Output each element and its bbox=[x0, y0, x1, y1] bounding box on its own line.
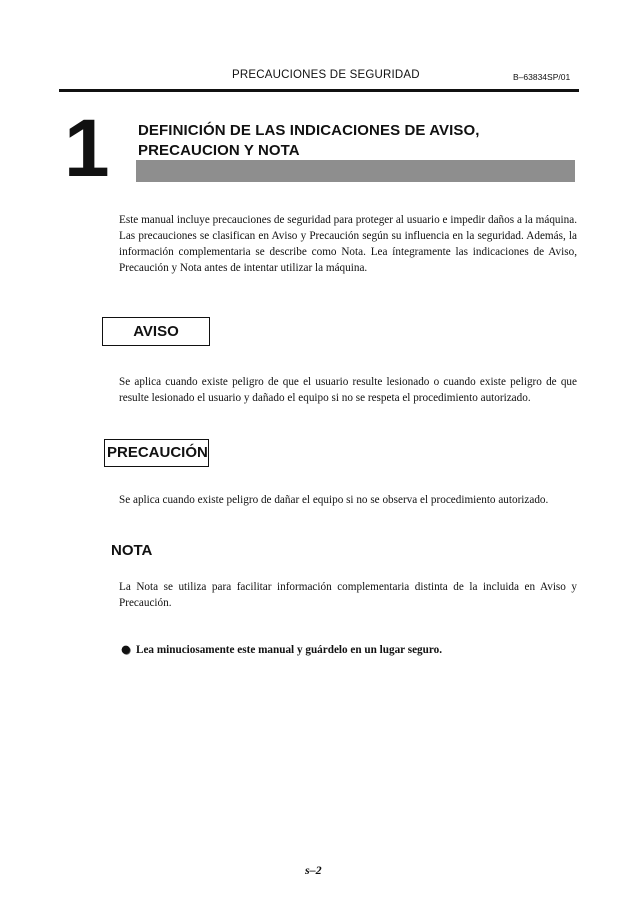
page-number: s–2 bbox=[305, 863, 322, 877]
aviso-label-box: AVISO bbox=[102, 317, 210, 346]
reminder-line bbox=[121, 644, 442, 656]
chapter-title bbox=[138, 121, 480, 161]
running-header-section: PRECAUCIONES DE SEGURIDAD bbox=[232, 69, 420, 81]
document-code: B–63834SP/01 bbox=[513, 72, 571, 82]
precaucion-label-box: PRECAUCIÓN bbox=[104, 439, 209, 467]
chapter-title-line-1: DEFINICIÓN DE LAS INDICACIONES DE AVISO, bbox=[138, 122, 480, 139]
chapter-title-line-2: PRECAUCION Y NOTA bbox=[138, 142, 300, 159]
bullet-circle-icon bbox=[121, 645, 131, 655]
chapter-number: 1 bbox=[64, 103, 110, 194]
nota-description: La Nota se utiliza para facilitar información complementaria distinta de la incluida en Aviso y Precaución. bbox=[119, 581, 577, 609]
nota-heading: NOTA bbox=[111, 542, 153, 559]
intro-paragraph: Este manual incluye precauciones de seguridad para proteger al usuario e impedir daños a la máquina. Las precauciones se clasifican en Aviso y Precaución según su influencia en la seguridad. Además, la información complementaria se describe como Nota. Lea íntegramente las indicaciones de Aviso, Precaución y Nota antes de intentar utilizar la máquina. bbox=[119, 214, 577, 274]
header-rule bbox=[59, 89, 579, 92]
chapter-title-bar bbox=[136, 160, 575, 182]
precaucion-description: Se aplica cuando existe peligro de dañar el equipo si no se observa el procedimiento autorizado. bbox=[119, 494, 549, 506]
aviso-description: Se aplica cuando existe peligro de que el usuario resulte lesionado o cuando existe peligro de que resulte lesionado el usuario y dañado el equipo si no se respeta el procedimiento autorizado. bbox=[119, 376, 577, 404]
reminder-text: Lea minuciosamente este manual y guárdelo en un lugar seguro. bbox=[136, 644, 443, 656]
